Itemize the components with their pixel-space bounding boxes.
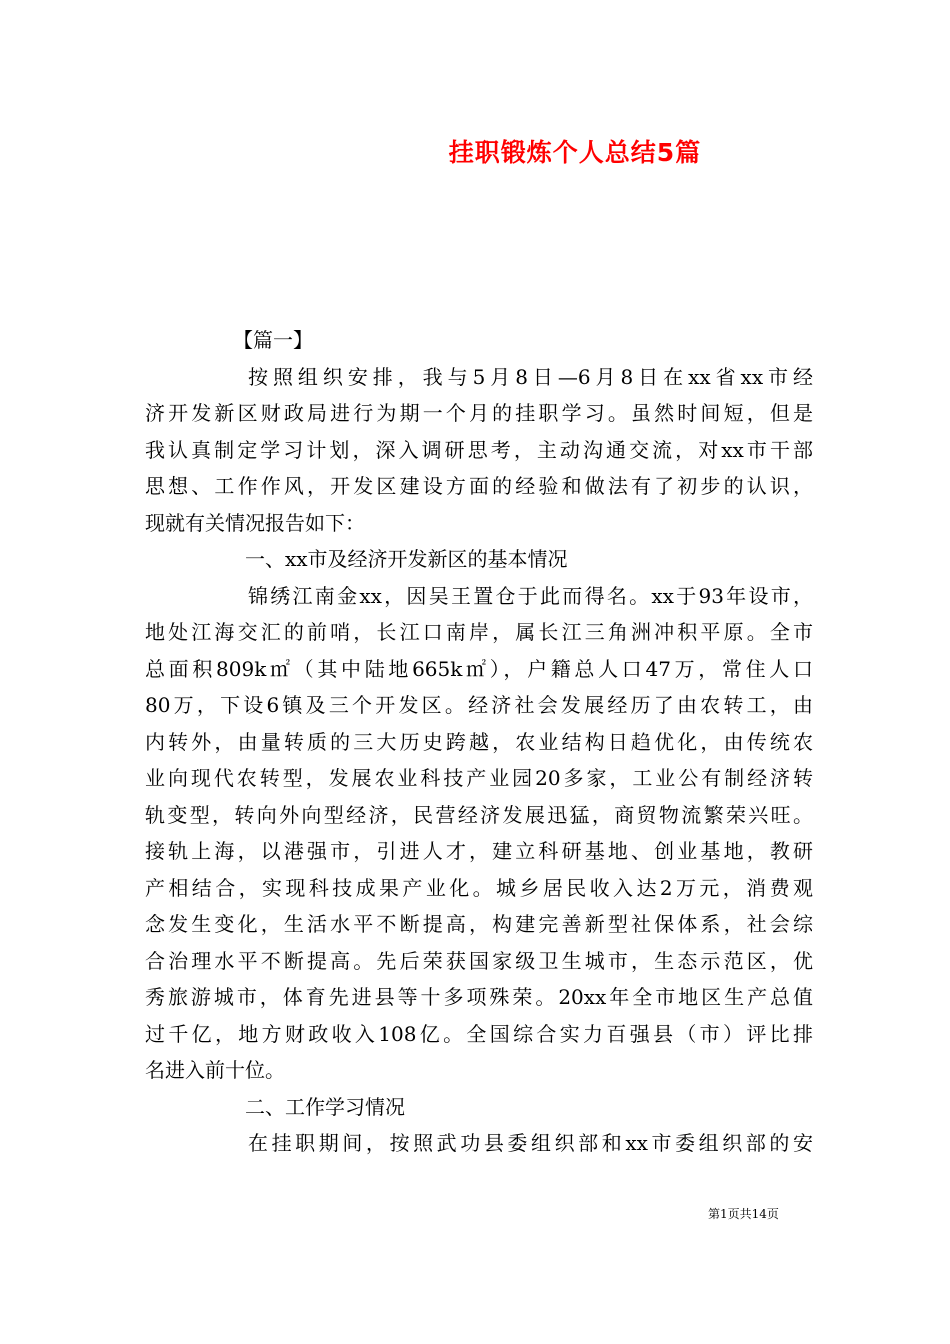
paragraph-line: 总面积809k㎡（其中陆地665k㎡），户籍总人口47万，常住人口 bbox=[145, 656, 813, 681]
paragraph-line: 锦绣江南金xx，因吴王置仓于此而得名。xx于93年设市， bbox=[248, 583, 813, 608]
paragraph-line: 轨变型，转向外向型经济，民营经济发展迅猛，商贸物流繁荣兴旺。 bbox=[145, 802, 813, 827]
paragraph-line: 按照组织安排，我与5月8日—6月8日在xx省xx市经 bbox=[248, 364, 813, 389]
paragraph-line: 80万，下设6镇及三个开发区。经济社会发展经历了由农转工，由 bbox=[145, 693, 813, 717]
page-title: 挂职锻炼个人总结5篇 bbox=[448, 138, 702, 167]
paragraph-line: 思想、工作作风，开发区建设方面的经验和做法有了初步的认识， bbox=[145, 474, 813, 498]
paragraph-line: 名进入前十位。 bbox=[145, 1058, 285, 1082]
paragraph-line: 现就有关情况报告如下： bbox=[145, 510, 365, 535]
paragraph-line: 内转外，由量转质的三大历史跨越，农业结构日趋优化，由传统农 bbox=[145, 729, 813, 754]
section-heading: 二、工作学习情况 bbox=[245, 1094, 405, 1119]
paragraph-line: 念发生变化，生活水平不断提高，构建完善新型社保体系，社会综 bbox=[145, 912, 813, 936]
document-body bbox=[145, 322, 813, 1162]
paragraph-line: 秀旅游城市，体育先进县等十多项殊荣。20xx年全市地区生产总值 bbox=[145, 985, 813, 1009]
paragraph-line: 在挂职期间，按照武功县委组织部和xx市委组织部的安 bbox=[248, 1131, 813, 1155]
paragraph-line: 过千亿，地方财政收入108亿。全国综合实力百强县（市）评比排 bbox=[145, 1021, 813, 1046]
paragraph-line: 地处江海交汇的前哨，长江口南岸，属长江三角洲冲积平原。全市 bbox=[145, 620, 813, 644]
paragraph-line: 接轨上海，以港强市，引进人才，建立科研基地、创业基地，教研 bbox=[145, 839, 813, 863]
section-label: 【篇一】 bbox=[233, 328, 313, 352]
paragraph-line: 业向现代农转型，发展农业科技产业园20多家，工业公有制经济转 bbox=[145, 766, 813, 790]
paragraph-line: 产相结合，实现科技成果产业化。城乡居民收入达2万元，消费观 bbox=[145, 875, 813, 900]
page-indicator: 第1页共14页 bbox=[708, 1207, 779, 1221]
paragraph-line: 我认真制定学习计划，深入调研思考，主动沟通交流，对xx市干部 bbox=[145, 437, 813, 462]
paragraph-line: 合治理水平不断提高。先后荣获国家级卫生城市，生态示范区，优 bbox=[145, 948, 813, 973]
section-heading: 一、xx市及经济开发新区的基本情况 bbox=[245, 547, 568, 571]
paragraph-line: 济开发新区财政局进行为期一个月的挂职学习。虽然时间短，但是 bbox=[145, 401, 813, 425]
